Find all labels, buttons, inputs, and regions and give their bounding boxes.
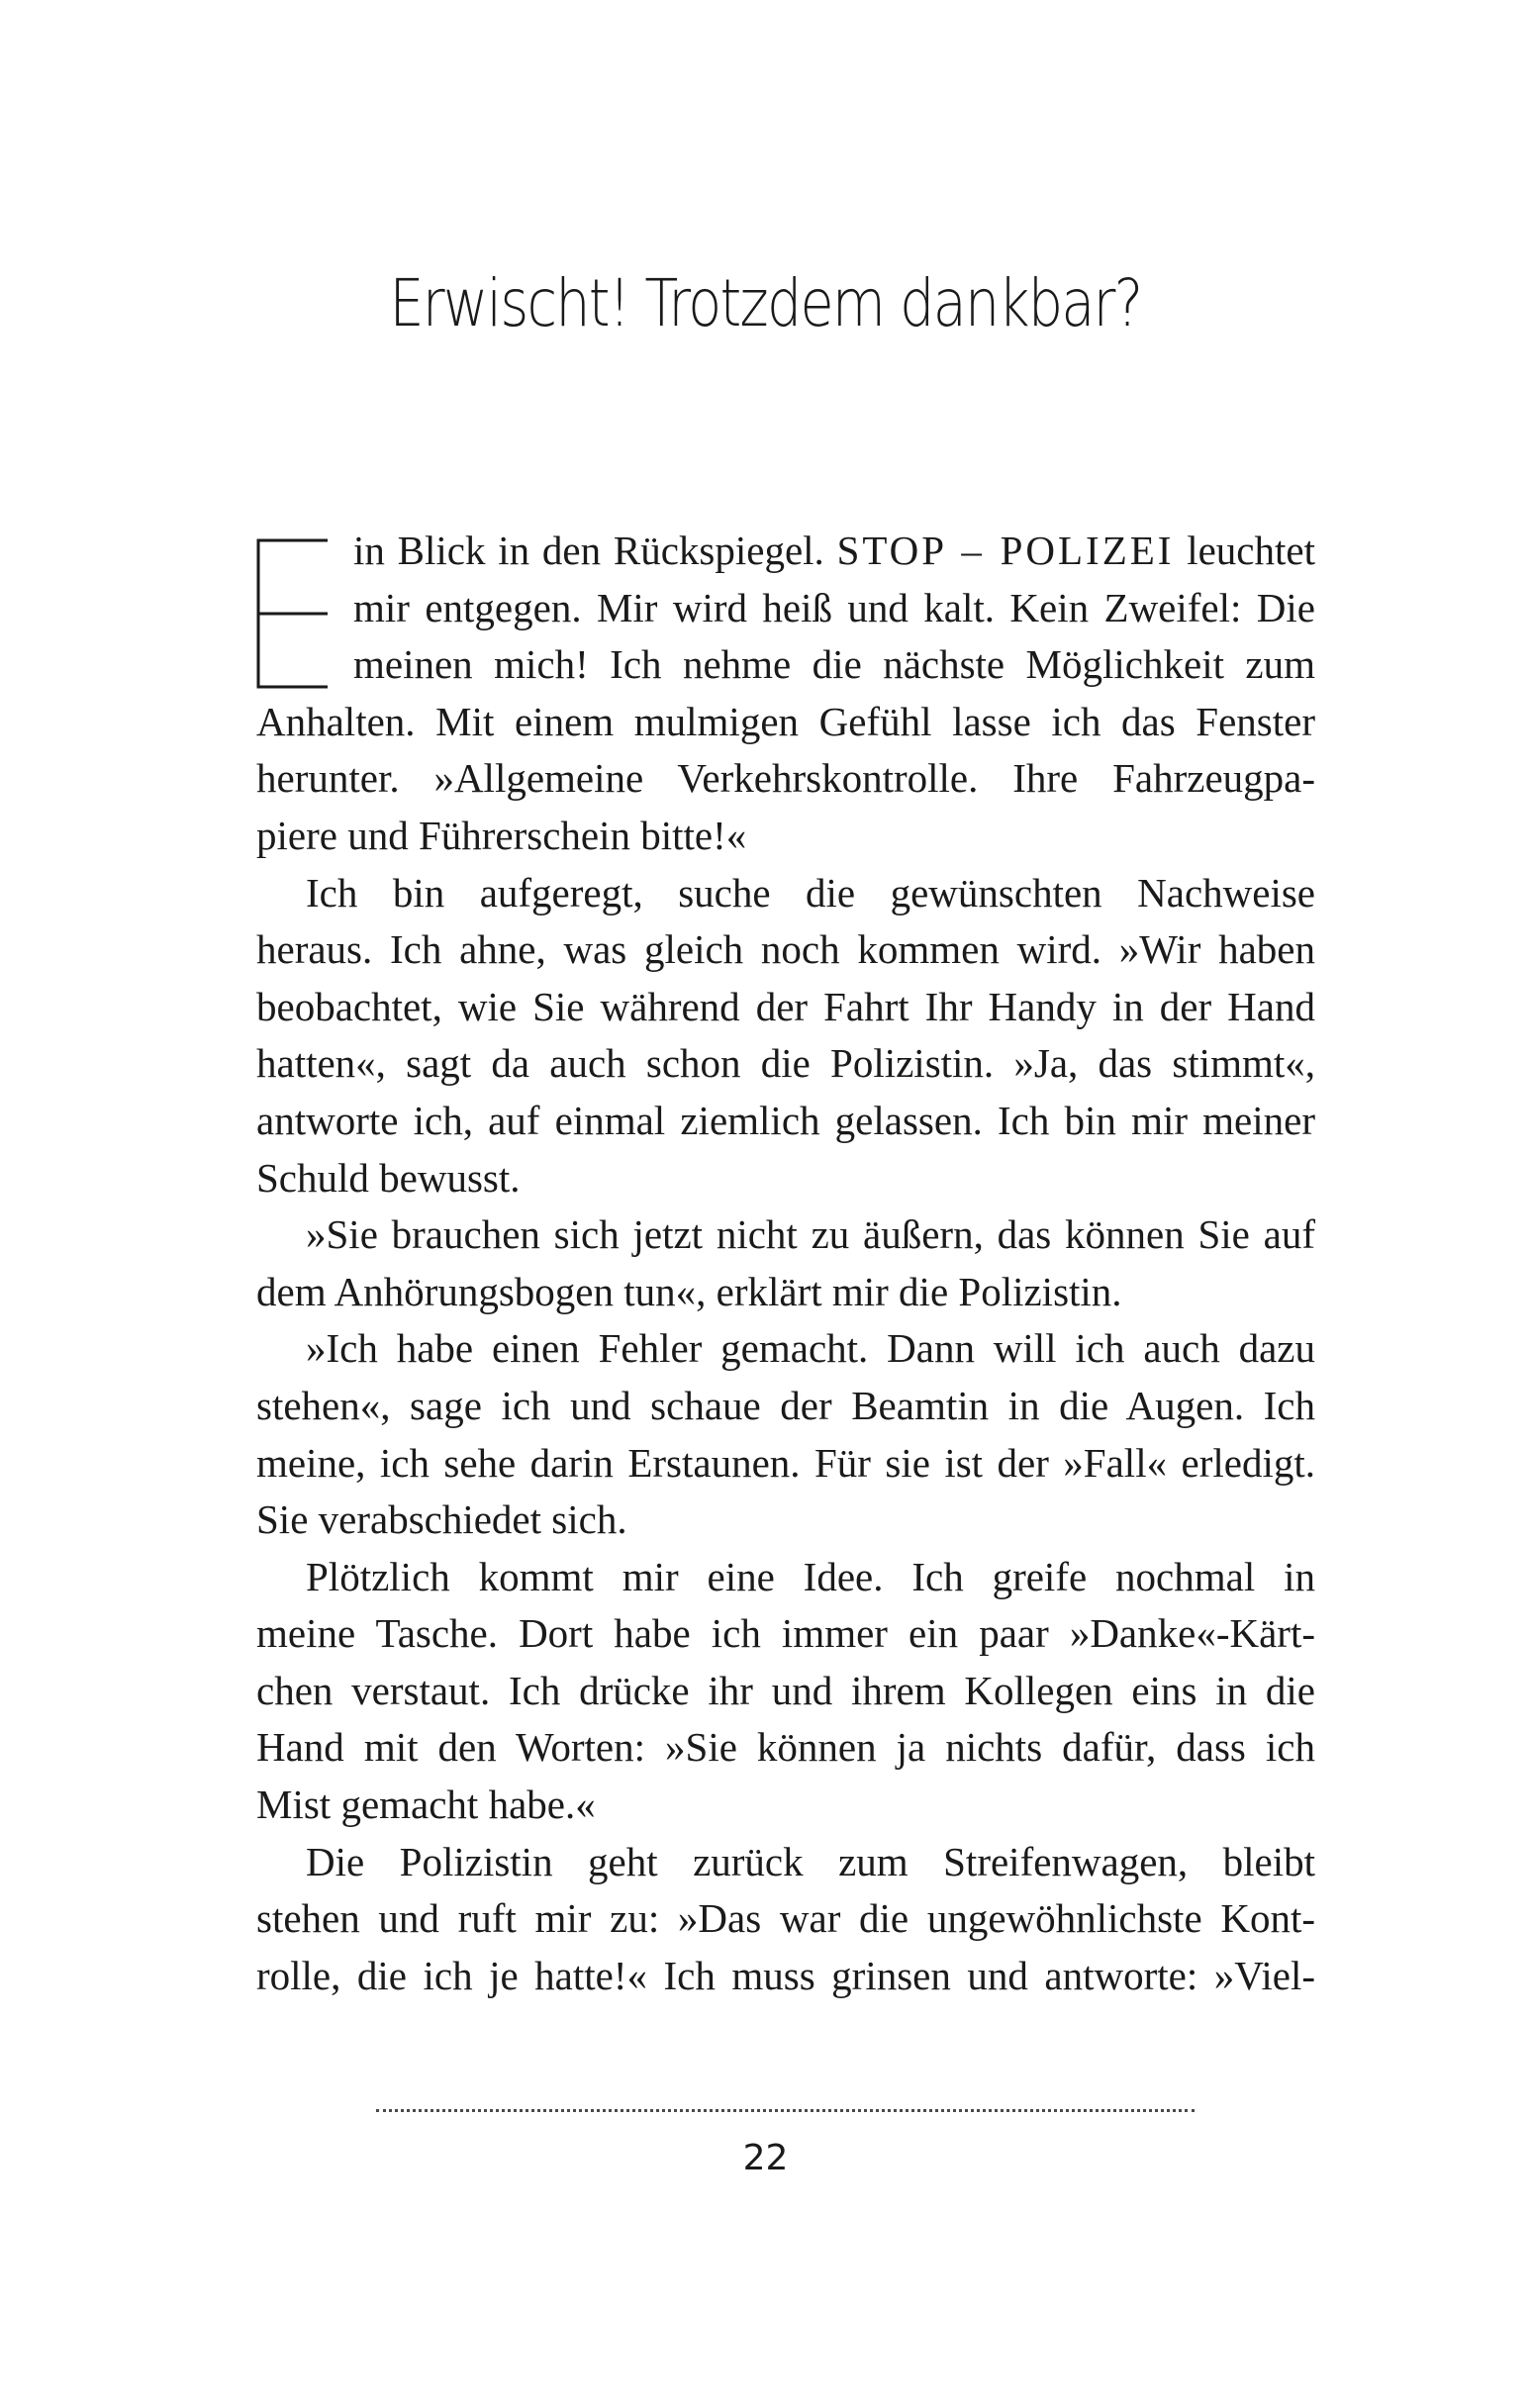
paragraph-4: [256, 1320, 1315, 1548]
text-line: heraus. Ich ahne, was gleich noch kommen wird. »Wir haben: [256, 926, 1315, 973]
text-line: hatten«, sagt da auch schon die Polizistin. »Ja, das stimmt«,: [256, 1040, 1315, 1087]
paragraph-6: [256, 1834, 1315, 2005]
paragraph-3: [256, 1206, 1315, 1320]
paragraph-1: [256, 523, 1315, 865]
text-line: stehen und ruft mir zu: »Das war die ungewöhnlichste Kont-: [256, 1895, 1315, 1942]
text-line: Mist gemacht habe.«: [256, 1782, 596, 1828]
text-line: Hand mit den Worten: »Sie können ja nichts dafür, dass ich: [256, 1724, 1315, 1771]
text-line: antworte ich, auf einmal ziemlich gelassen. Ich bin mir meiner: [256, 1097, 1315, 1143]
text-line: herunter. »Allgemeine Verkehrskontrolle. Ihre Fahrzeugpa-: [256, 755, 1315, 802]
paragraph-5: [256, 1549, 1315, 1834]
page-number: 22: [742, 2138, 789, 2178]
text-line: piere und Führerschein bitte!«: [256, 812, 747, 858]
text-line: stehen«, sage ich und schaue der Beamtin in die Augen. Ich: [256, 1382, 1315, 1428]
text-line: »Sie brauchen sich jetzt nicht zu äußern, das können Sie auf: [306, 1211, 1315, 1258]
text-line: Die Polizistin geht zurück zum Streifenwagen, bleibt: [306, 1838, 1315, 1884]
text-line: Anhalten. Mit einem mulmigen Gefühl lasse ich das Fenster: [256, 698, 1315, 744]
drop-cap: [256, 538, 330, 689]
text-line: mir entgegen. Mir wird heiß und kalt. Kein Zweifel: Die: [353, 584, 1315, 630]
text-line: Schuld bewusst.: [256, 1154, 521, 1201]
chapter-title: Erwischt! Trotzdem dankbar?: [389, 265, 1142, 341]
text-line: meine, ich sehe darin Erstaunen. Für sie ist der »Fall« erledigt.: [256, 1439, 1315, 1486]
paragraph-2: [256, 865, 1315, 1207]
stop-polizei-text: STOP – POLIZEI: [836, 528, 1175, 573]
footer-dotted-divider: [376, 2109, 1195, 2112]
text-line: Sie verabschiedet sich.: [256, 1496, 627, 1543]
text-line: dem Anhörungsbogen tun«, erklärt mir die Polizistin.: [256, 1268, 1122, 1314]
text-line: chen verstaut. Ich drücke ihr und ihrem Kollegen eins in die: [256, 1667, 1315, 1713]
text-line: »Ich habe einen Fehler gemacht. Dann will ich auch dazu: [306, 1325, 1315, 1372]
text-line: meine Tasche. Dort habe ich immer ein paar »Danke«-Kärt-: [256, 1610, 1315, 1657]
text-line: beobachtet, wie Sie während der Fahrt Ihr Handy in der Hand: [256, 983, 1315, 1029]
body-text: [256, 523, 1315, 2004]
text-line: Plötzlich kommt mir eine Idee. Ich greife nochmal in: [306, 1553, 1315, 1599]
text-line: in Blick in den Rückspiegel. STOP – POLIZEI leuchtet: [353, 528, 1315, 573]
text-line: Ich bin aufgeregt, suche die gewünschten Nachweise: [306, 869, 1315, 915]
text-line: rolle, die ich je hatte!« Ich muss grinsen und antworte: »Viel-: [256, 1952, 1315, 1998]
text-line: meinen mich! Ich nehme die nächste Möglichkeit zum: [353, 641, 1315, 688]
